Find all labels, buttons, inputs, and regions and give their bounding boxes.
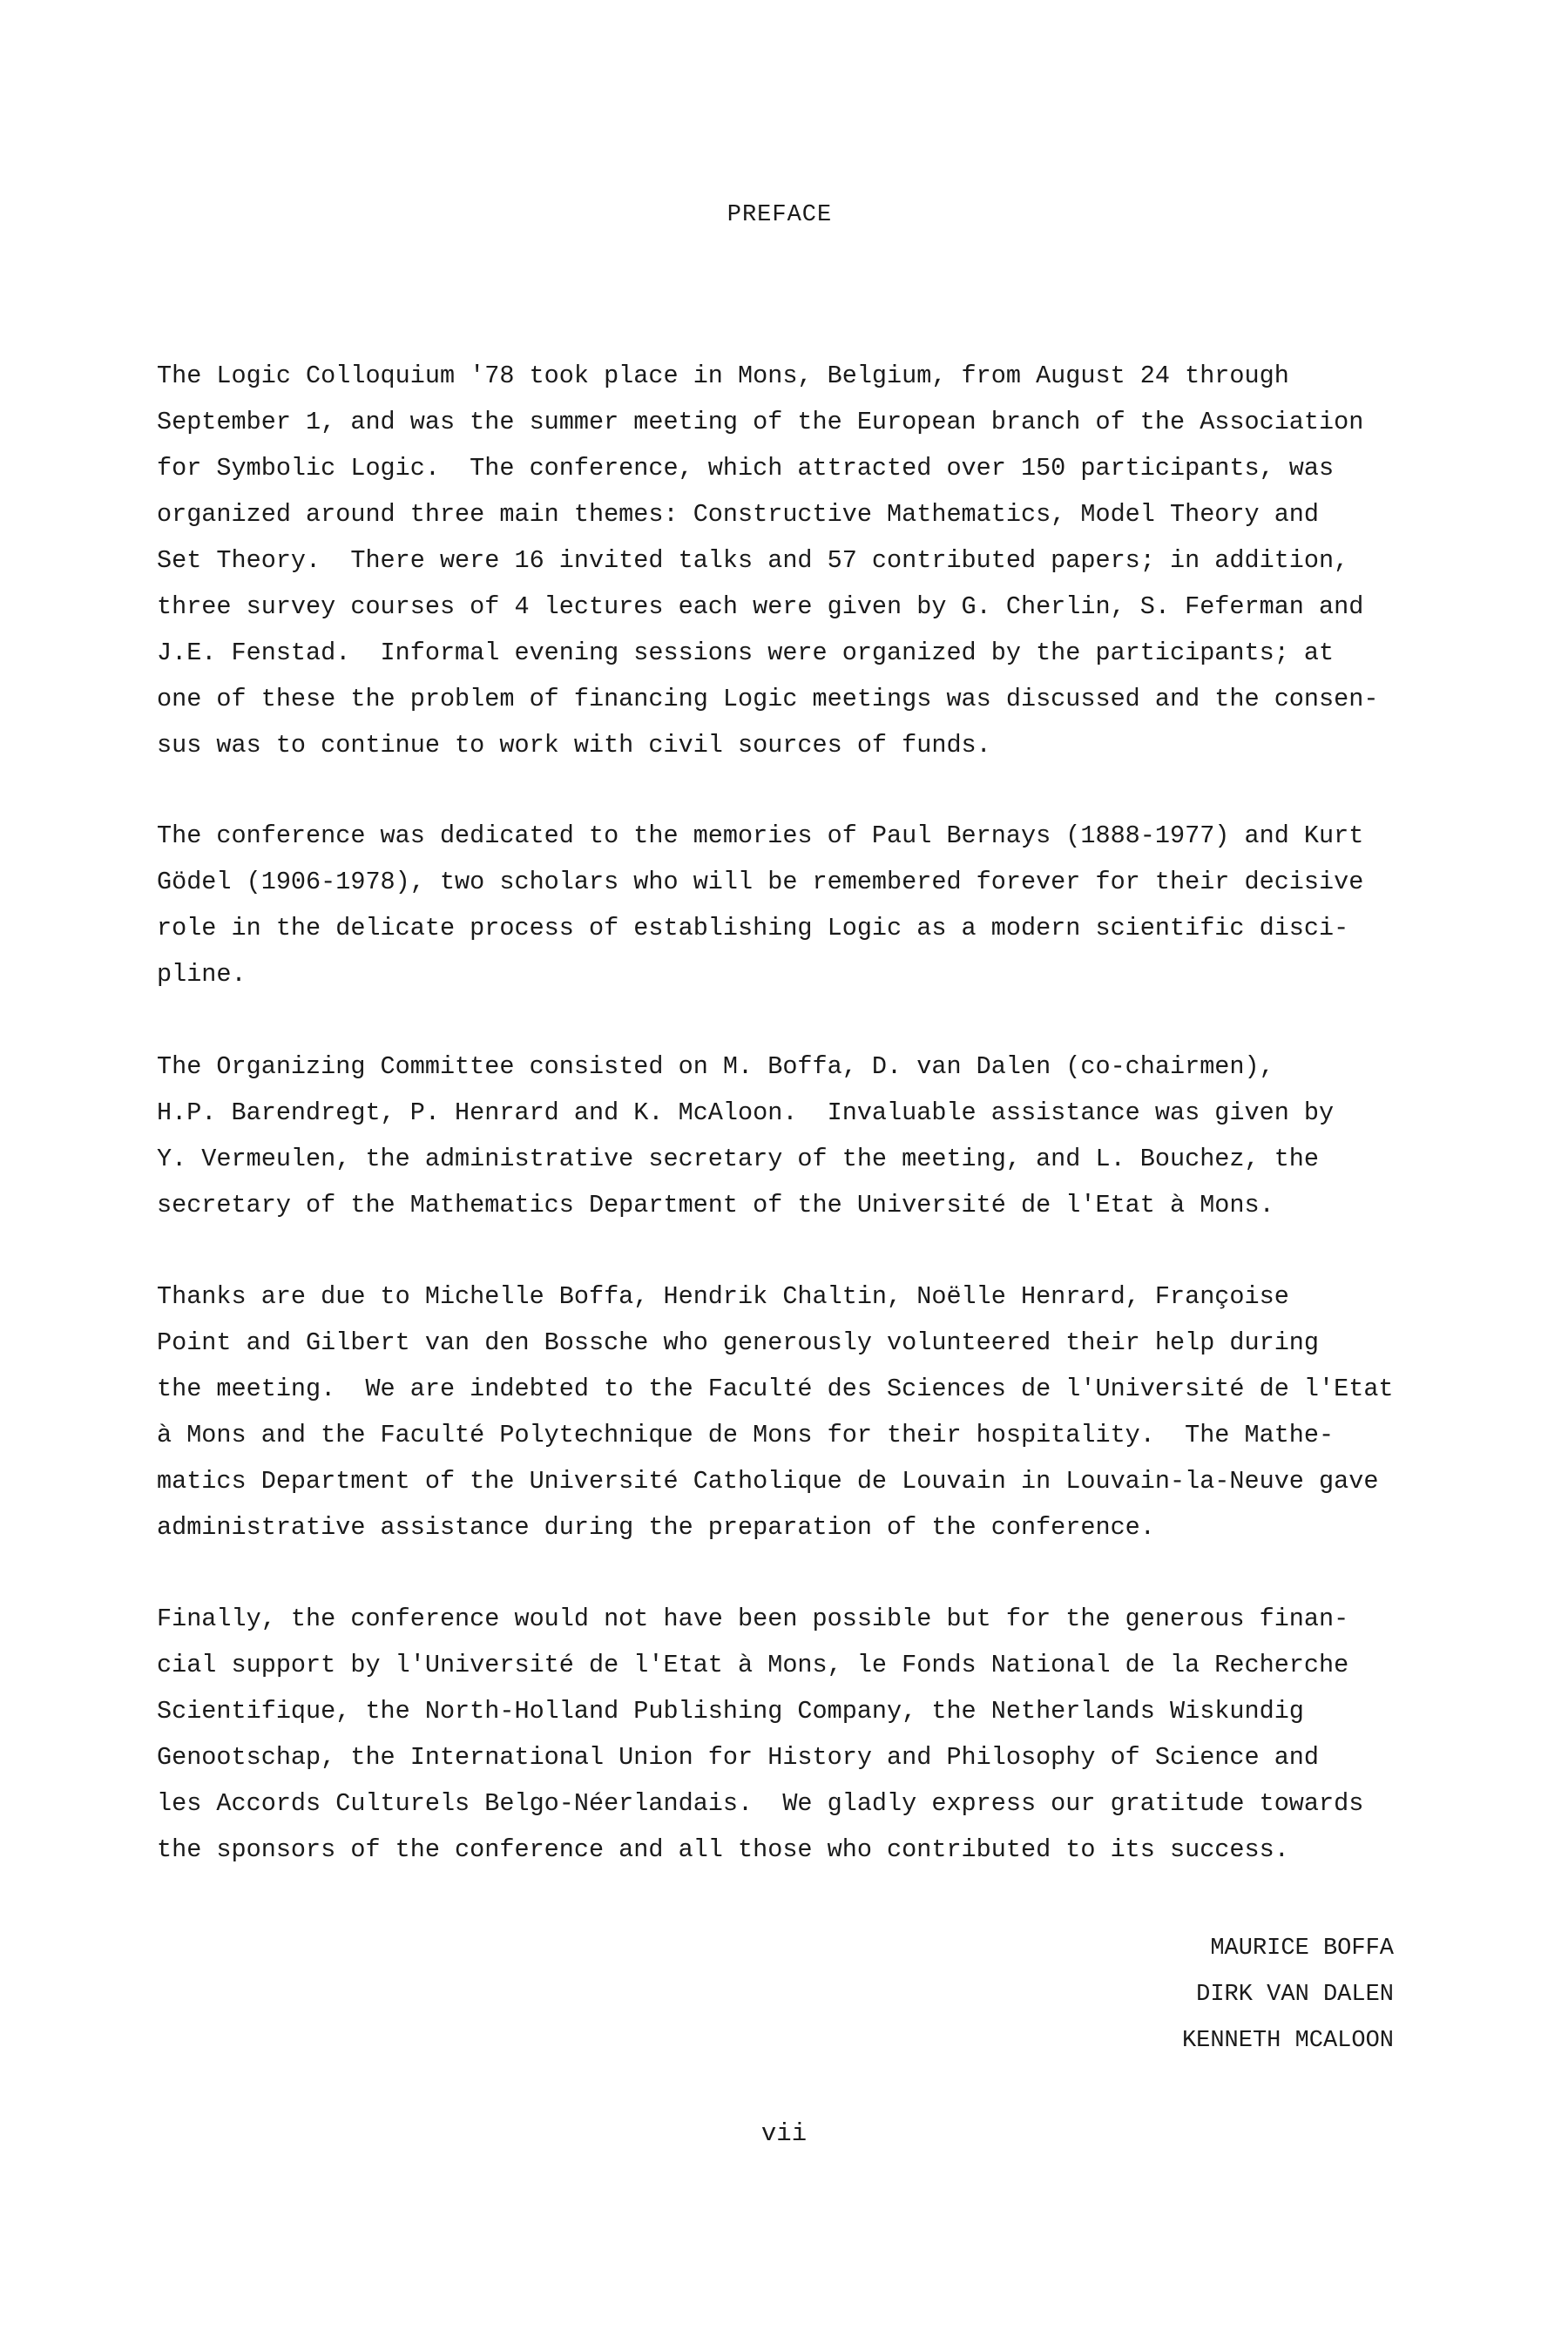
text-line: Finally, the conference would not have been possible but for the generous finan- [157, 1604, 1349, 1633]
text-line: cial support by l'Université de l'Etat à Mons, le Fonds National de la Recherche [157, 1651, 1349, 1679]
text-line: The conference was dedicated to the memories of Paul Bernays (1888-1977) and Kurt [157, 821, 1364, 850]
text-line: The Logic Colloquium '78 took place in Mons, Belgium, from August 24 through [157, 361, 1289, 390]
text-line: H.P. Barendregt, P. Henrard and K. McAloon. Invaluable assistance was given by [157, 1098, 1335, 1127]
text-line: J.E. Fenstad. Informal evening sessions were organized by the participants; at [157, 638, 1335, 667]
text-line: three survey courses of 4 lectures each were given by G. Cherlin, S. Feferman and [157, 592, 1364, 621]
page-number: vii [760, 2119, 808, 2148]
text-line: Gödel (1906-1978), two scholars who will be remembered forever for their decisive [157, 868, 1364, 896]
text-line: Thanks are due to Michelle Boffa, Hendrik Chaltin, Noëlle Henrard, Françoise [157, 1282, 1289, 1311]
text-line: Y. Vermeulen, the administrative secretary of the meeting, and L. Bouchez, the [157, 1145, 1320, 1173]
text-line: Set Theory. There were 16 invited talks and 57 contributed papers; in addition, [157, 546, 1349, 575]
text-line: à Mons and the Faculté Polytechnique de Mons for their hospitality. The Mathe- [157, 1421, 1335, 1449]
text-line: pline. [157, 960, 247, 989]
text-line: Scientifique, the North-Holland Publishing Company, the Netherlands Wiskundig [157, 1697, 1304, 1726]
text-line: Point and Gilbert van den Bossche who generously volunteered their help during [157, 1328, 1320, 1357]
text-line: Genootschap, the International Union for History and Philosophy of Science and [157, 1743, 1320, 1772]
paragraph-5 [157, 1596, 1446, 1873]
signatory-name: DIRK VAN DALEN [1196, 1982, 1394, 2008]
signatory-name: MAURICE BOFFA [1210, 1936, 1394, 1962]
signatory-name: KENNETH MCALOON [1181, 2028, 1394, 2054]
text-line: September 1, and was the summer meeting of the European branch of the Association [157, 408, 1364, 436]
paragraph-3 [157, 1044, 1446, 1228]
text-line: les Accords Culturels Belgo-Néerlandais. We gladly express our gratitude towards [157, 1789, 1364, 1818]
page-title: PREFACE [727, 202, 833, 228]
text-line: secretary of the Mathematics Department of the Université de l'Etat à Mons. [157, 1191, 1274, 1219]
text-line: The Organizing Committee consisted on M. Boffa, D. van Dalen (co-chairmen), [157, 1052, 1274, 1081]
text-line: sus was to continue to work with civil sources of funds. [157, 731, 991, 760]
text-line: the meeting. We are indebted to the Faculté des Sciences de l'Université de l'Etat [157, 1375, 1394, 1403]
paragraph-4 [157, 1273, 1446, 1550]
text-line: for Symbolic Logic. The conference, which attracted over 150 participants, was [157, 454, 1335, 483]
text-line: one of these the problem of financing Logic meetings was discussed and the consen- [157, 685, 1379, 713]
text-line: administrative assistance during the preparation of the conference. [157, 1513, 1155, 1542]
text-line: organized around three main themes: Constructive Mathematics, Model Theory and [157, 500, 1320, 529]
paragraph-2 [157, 813, 1446, 997]
text-line: role in the delicate process of establishing Logic as a modern scientific disci- [157, 914, 1349, 942]
signature-block [1182, 1926, 1394, 2064]
text-line: the sponsors of the conference and all those who contributed to its success. [157, 1835, 1289, 1864]
paragraph-1 [157, 353, 1446, 768]
text-line: matics Department of the Université Catholique de Louvain in Louvain-la-Neuve gave [157, 1467, 1379, 1496]
